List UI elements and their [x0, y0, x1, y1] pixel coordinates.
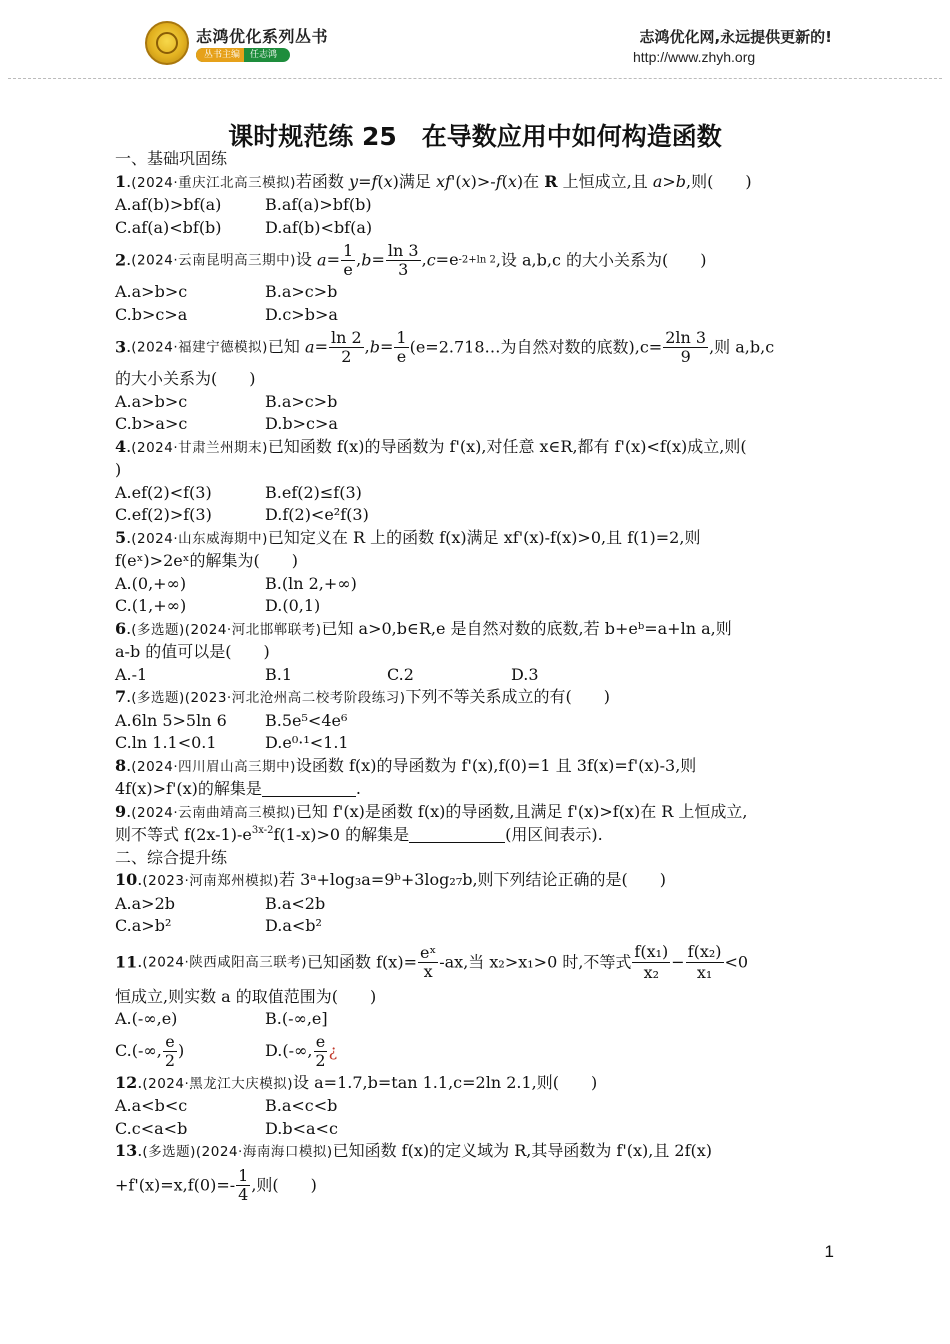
option-d: D.a<b²	[265, 916, 322, 935]
question-number: 10	[115, 870, 138, 889]
question-3-line-2: 的大小关系为( )	[115, 369, 256, 388]
page-title: 课时规范练 25 在导数应用中如何构造函数	[228, 122, 722, 151]
option-c: C.(-∞, $\frac{e}{2}$ )	[115, 1031, 185, 1070]
options-row	[115, 595, 835, 618]
option-d: D.(-∞, $\frac{e}{2}$ ¿	[265, 1031, 338, 1070]
question-7: 7.(多选题)(2023·河北沧州高二校考阶段练习)下列不等关系成立的有( )	[115, 687, 610, 706]
option-b: B.(ln 2,+∞)	[265, 573, 357, 593]
header-slogan: 志鸿优化网,永远提供更新的!	[639, 28, 832, 46]
option-d: D.b<a<c	[265, 1118, 338, 1138]
option-d: D.af(b)<bf(a)	[265, 217, 373, 237]
option-c: C.a>b²	[115, 916, 172, 935]
question-11: 11.(2024·陕西咸阳高三联考)已知函数 f(x)= $\frac{\text{eˣ}}{x}$ -ax,当 x₂>x₁>0 时,不等式 $\frac{\text{f(x₁)}}{\text{x₂}}$ − $\frac{\text{f(x₂)}}{\text{x₁}}$ <0	[115, 941, 749, 982]
header-divider	[8, 78, 942, 79]
question-tag: (多选题)	[131, 621, 185, 638]
option-d: D.(0,1)	[265, 596, 321, 615]
fraction: $\frac{\text{f(x₁)}}{\text{x₂}}$	[634, 941, 669, 982]
question-number: 9	[115, 801, 127, 821]
question-9-line-2: 则不等式 $f(2x-1)-e^{3x-2}f(1-x)>0$ 的解集是 (用区间表示).	[115, 825, 603, 844]
fraction: $\frac{e}{2}$	[164, 1031, 176, 1070]
options-row	[115, 732, 835, 755]
options-row	[115, 1008, 835, 1031]
question-13-line-2: +f'(x)=x,f(0)=- $\frac{1}{4}$ ,则( )	[115, 1165, 317, 1204]
question-number: 3	[115, 337, 127, 357]
options-row	[115, 573, 835, 596]
option-b: B.af(a)>bf(b)	[265, 195, 372, 214]
question-source: (2024·重庆江北高三模拟)	[131, 174, 296, 191]
question-tag: (多选题)	[142, 1144, 196, 1160]
question-13: 13.(多选题)(2024·海南海口模拟)已知函数 f(x)的定义域为 R,其导函数为 f'(x),且 2f(x)	[115, 1141, 713, 1160]
option-c: C.ef(2)>f(3)	[115, 505, 212, 524]
question-source: (2024·海南海口模拟)	[195, 1144, 333, 1160]
series-name: 志鸿优化系列丛书	[196, 27, 329, 46]
editor-badge	[196, 48, 290, 62]
options-row	[115, 304, 835, 327]
question-11-line-2: 恒成立,则实数 a 的取值范围为( )	[115, 986, 377, 1006]
question-8: 8.(2024·四川眉山高三期中)设函数 f(x)的导函数为 f'(x),f(0)=1 且 3f(x)=f'(x)-3,则	[115, 755, 697, 775]
question-source: (2024·云南昆明高三期中)	[131, 252, 296, 269]
option-c: C.c<a<b	[115, 1118, 188, 1138]
question-1: 1.(2024·重庆江北高三模拟)若函数 y=f(x)满足 xf'(x)>-f(x)在 R 上恒成立,且 a>b,则( )	[115, 171, 752, 191]
option-a: A.af(b)>bf(a)	[115, 195, 222, 214]
option-b: B.a<2b	[265, 893, 326, 913]
question-3: 3.(2024·福建宁德模拟)已知 a= $\frac{\ln 2}{2}$ ,b= $\frac{1}{e}$ (e=2.718…为自然对数的底数),c= $\frac{2\ln 3}{9}$ ,则 a,b,c	[115, 328, 775, 366]
answer-blank[interactable]	[409, 826, 505, 843]
section-heading-advanced: 二、综合提升练	[115, 847, 228, 867]
options-row	[115, 1095, 835, 1118]
series-logo-seal	[145, 21, 189, 65]
editor-name: 任志鸿	[250, 50, 278, 60]
options-row	[115, 664, 835, 687]
question-10: 10.(2023·河南郑州模拟)若 3ᵃ+log₃a=9ᵇ+3log₂₇b,则下列结论正确的是( )	[115, 870, 667, 889]
options-row	[115, 710, 835, 733]
question-4-line-2: )	[115, 460, 122, 479]
section-heading-basic: 一、基础巩固练	[115, 149, 228, 168]
question-6: 6.(多选题)(2024·河北邯郸联考)已知 a>0,b∈R,e 是自然对数的底数,若 b+eᵇ=a+ln a,则	[115, 618, 732, 638]
page-header	[0, 0, 950, 80]
question-number: 12	[115, 1072, 138, 1092]
options-row	[115, 1118, 835, 1141]
exercise-body	[115, 148, 835, 1204]
option-c: C.2	[387, 664, 414, 684]
fraction: $\frac{e}{2}$	[315, 1031, 326, 1070]
fraction: $\frac{\ln 2}{2}$	[330, 328, 362, 366]
question-source: (2024·甘肃兰州期末)	[131, 439, 268, 456]
question-source: (2024·福建宁德模拟)	[131, 339, 268, 356]
question-number: 8	[115, 755, 127, 775]
option-b: B.5e⁵<4e⁶	[265, 710, 348, 730]
question-number: 13	[115, 1141, 138, 1160]
question-source: (2024·山东威海期中)	[131, 530, 268, 547]
option-d: D.3	[511, 664, 539, 684]
fraction: $\frac{\text{eˣ}}{x}$	[419, 942, 437, 981]
question-source: (2024·河北邯郸联考)	[184, 621, 322, 638]
options-row	[115, 281, 835, 304]
page-number: 1	[824, 1242, 834, 1261]
question-source: (2024·陕西咸阳高三联考)	[142, 954, 308, 970]
question-number: 4	[115, 436, 127, 456]
option-a: A.a>b>c	[115, 391, 188, 411]
question-number: 1	[115, 171, 127, 191]
fraction: $\frac{1}{e}$	[396, 328, 407, 366]
options-row	[115, 391, 835, 414]
question-source: (2024·云南曲靖高三模拟)	[131, 804, 296, 821]
option-a: A.6ln 5>5ln 6	[115, 710, 227, 730]
option-c: C.af(a)<bf(b)	[115, 217, 222, 237]
question-6-line-2: a-b 的值可以是( )	[115, 642, 270, 661]
editor-label: 丛书主编	[196, 48, 244, 62]
question-tag: (多选题)	[131, 690, 185, 706]
option-d: D.b>c>a	[265, 414, 338, 433]
option-d: D.c>b>a	[265, 304, 338, 324]
question-9: 9.(2024·云南曲靖高三模拟)已知 f'(x)是函数 f(x)的导函数,且满足 f'(x)>f(x)在 R 上恒成立,	[115, 801, 748, 821]
question-5-line-2: f(eˣ)>2eˣ的解集为( )	[115, 551, 298, 570]
answer-blank[interactable]	[262, 780, 356, 797]
option-a: A.-1	[115, 664, 148, 684]
options-row	[115, 1033, 835, 1070]
question-number: 11	[115, 952, 138, 971]
option-c: C.(1,+∞)	[115, 596, 187, 615]
option-a: A.(0,+∞)	[115, 573, 187, 593]
options-row	[115, 915, 835, 938]
options-row	[115, 482, 835, 505]
option-b: B.1	[265, 664, 293, 684]
question-source: (2023·河南郑州模拟)	[142, 873, 280, 889]
question-12: 12.(2024·黑龙江大庆模拟)设 a=1.7,b=tan 1.1,c=2ln 2.1,则( )	[115, 1072, 598, 1092]
options-row	[115, 194, 835, 217]
option-c: C.b>a>c	[115, 414, 188, 433]
option-d: D.f(2)<e²f(3)	[265, 505, 369, 524]
question-8-line-2: 4f(x)>f'(x)的解集是 .	[115, 779, 361, 798]
question-2: 2.(2024·云南昆明高三期中)设 a= $\frac{1}{e}$ ,b= $\frac{\ln 3}{3}$ ,c=e-2+ln 2,设 a,b,c 的大小关系为( )	[115, 241, 707, 279]
fraction: $\frac{1}{4}$	[238, 1165, 249, 1204]
option-b: B.ef(2)≤f(3)	[265, 482, 362, 502]
option-b: B.a>c>b	[265, 282, 338, 301]
option-b: B.a<c<b	[265, 1096, 338, 1115]
question-number: 6	[115, 618, 127, 638]
question-source: (2024·四川眉山高三期中)	[131, 758, 296, 775]
question-source: (2023·河北沧州高二校考阶段练习)	[184, 690, 406, 706]
option-a: A.a<b<c	[115, 1096, 188, 1115]
question-number: 5	[115, 527, 127, 547]
option-a: A.(-∞,e)	[115, 1009, 178, 1028]
question-number: 7	[115, 687, 127, 706]
option-a: A.ef(2)<f(3)	[115, 482, 212, 502]
options-row	[115, 217, 835, 240]
option-b: B.(-∞,e]	[265, 1009, 328, 1028]
option-a: A.a>2b	[115, 893, 176, 913]
question-source: (2024·黑龙江大庆模拟)	[142, 1075, 294, 1092]
option-b: B.a>c>b	[265, 391, 338, 411]
fraction: $\frac{\ln 3}{3}$	[387, 241, 419, 279]
fraction: $\frac{2\ln 3}{9}$	[665, 328, 707, 366]
options-row	[115, 504, 835, 527]
question-5: 5.(2024·山东威海期中)已知定义在 R 上的函数 f(x)满足 xf'(x)-f(x)>0,且 f(1)=2,则	[115, 527, 701, 547]
fraction: $\frac{1}{e}$	[342, 241, 354, 279]
option-a: A.a>b>c	[115, 282, 188, 301]
header-url-link[interactable]: http://www.zhyh.org	[633, 49, 756, 65]
fraction: $\frac{\text{f(x₂)}}{\text{x₁}}$	[687, 941, 722, 982]
option-c: C.b>c>a	[115, 304, 188, 324]
option-c: C.ln 1.1<0.1	[115, 733, 217, 752]
options-row	[115, 893, 835, 916]
option-d: D.e⁰·¹<1.1	[265, 733, 349, 752]
question-number: 2	[115, 250, 127, 270]
question-4: 4.(2024·甘肃兰州期末)已知函数 f(x)的导函数为 f'(x),对任意 x∈R,都有 f'(x)<f(x)成立,则(	[115, 436, 747, 456]
options-row	[115, 413, 835, 436]
